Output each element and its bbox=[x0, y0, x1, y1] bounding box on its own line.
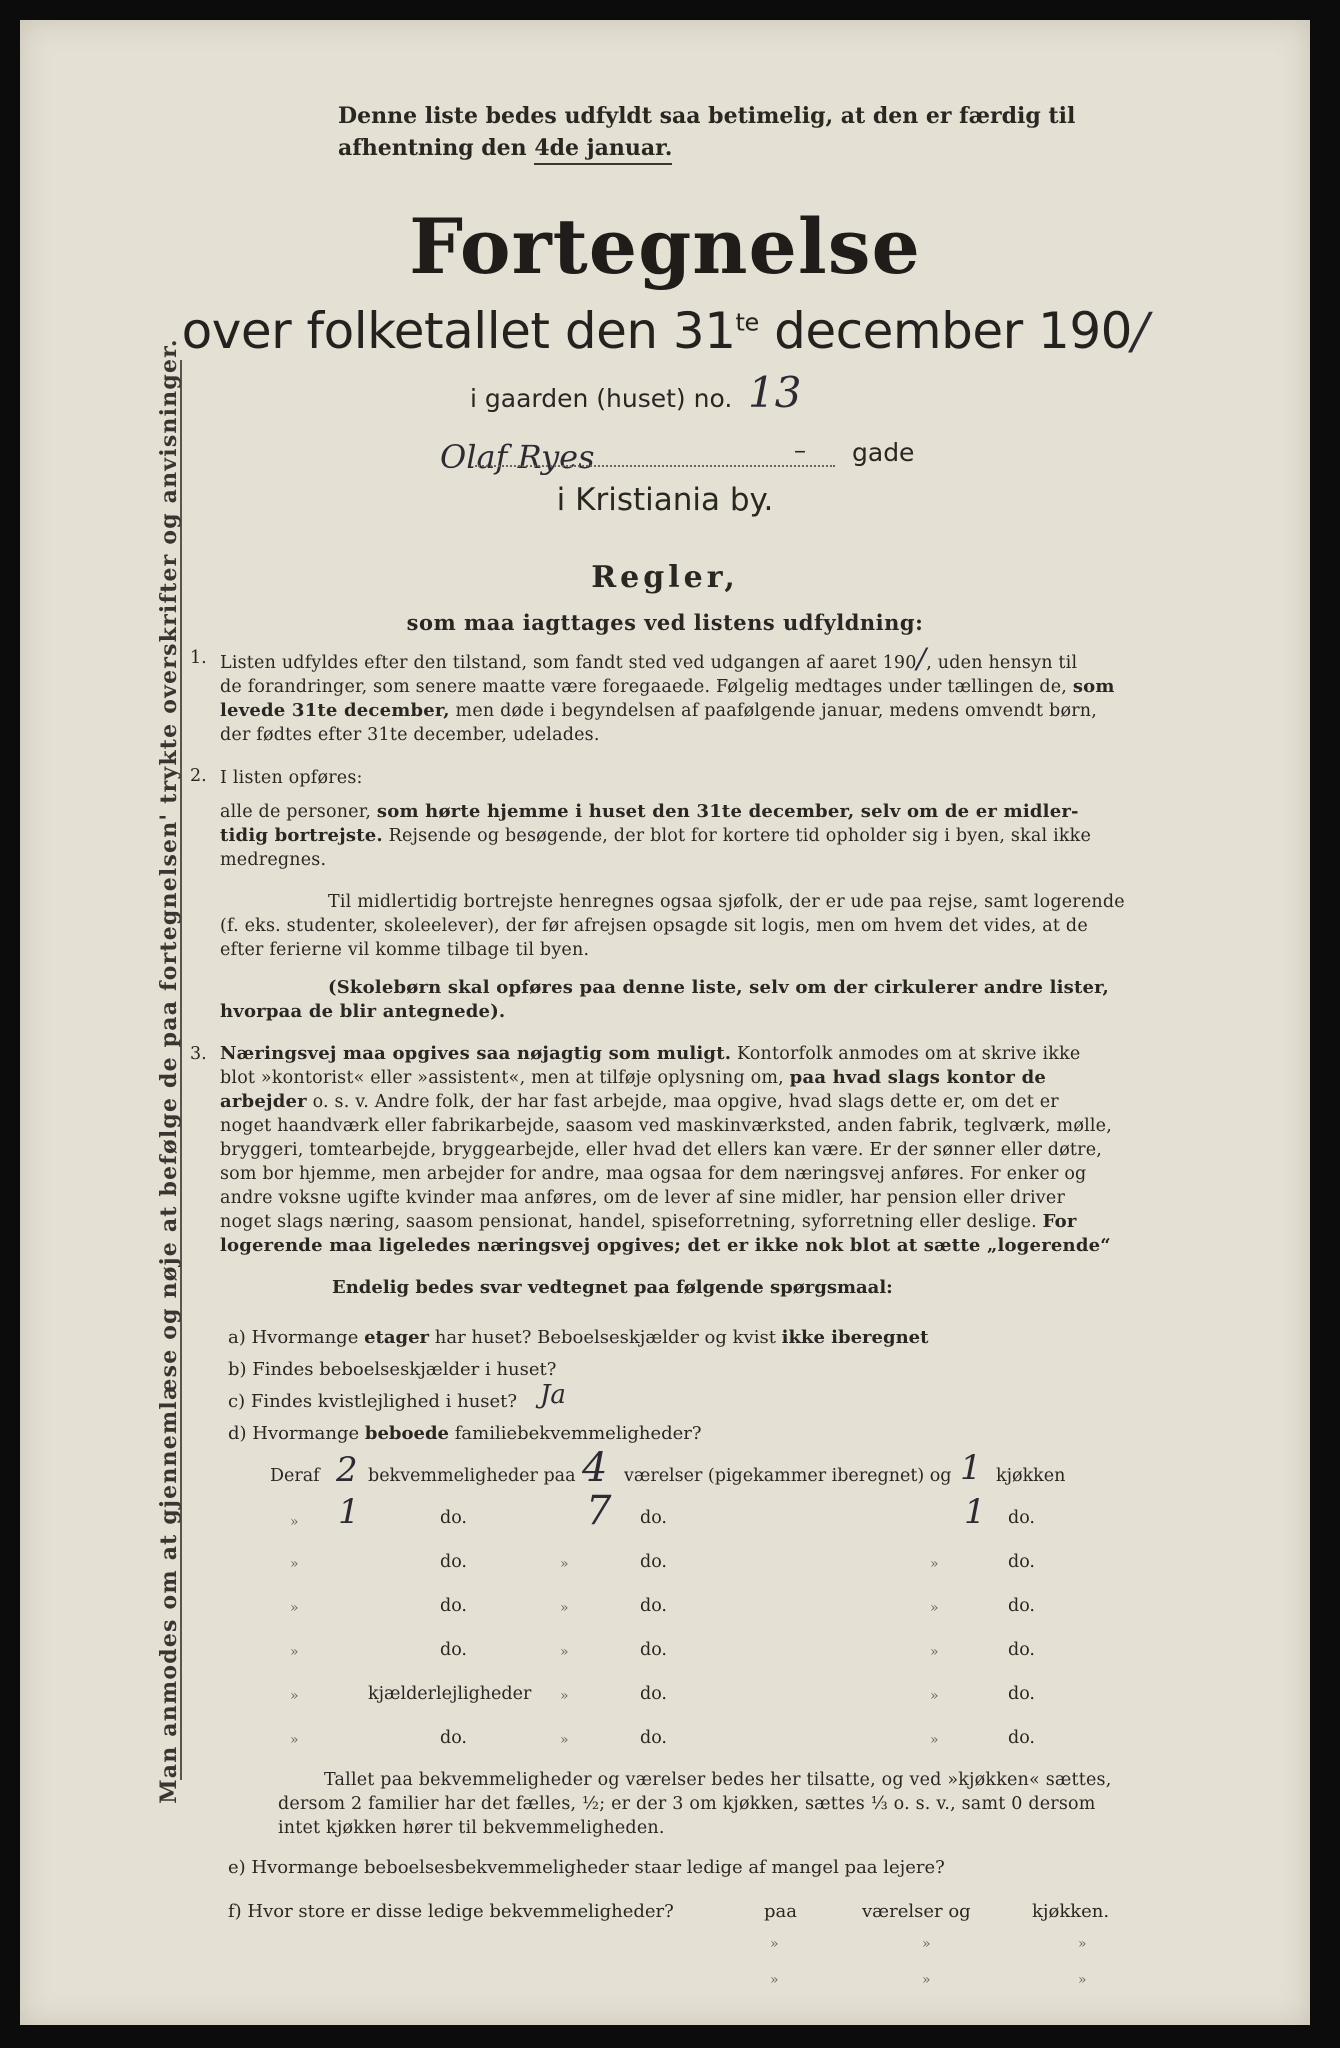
f-tick-5: » bbox=[922, 1972, 931, 1988]
rule2-p3-l2: hvorpaa de blir antegnede). bbox=[220, 1001, 506, 1022]
row2-kjok-value: 1 bbox=[964, 1492, 986, 1532]
row4-do-1: do. bbox=[440, 1596, 467, 1616]
question-e: e) Hvormange beboelsesbekvemmeligheder staar ledige af mangel paa lejere? bbox=[228, 1857, 945, 1878]
row2-bekv-value: 1 bbox=[338, 1492, 360, 1532]
row2-do-1: do. bbox=[440, 1508, 467, 1528]
rule2-p1-post: Rejsende og besøgende, der blot for kortere tid opholder sig i byen, skal ikke bbox=[388, 826, 1092, 846]
rule2-number: 2. bbox=[190, 766, 207, 786]
row4-do-2: do. bbox=[640, 1596, 667, 1616]
rule1-line3: men døde i begyndelsen af paafølgende januar, medens omvendt børn, bbox=[455, 701, 1097, 721]
notice-line1: Denne liste bedes udfyldt saa betimelig, at den er færdig til bbox=[338, 103, 1076, 129]
row6-do-2: do. bbox=[640, 1684, 667, 1704]
row1-vaer-value: 4 bbox=[582, 1445, 608, 1491]
rule1-text bbox=[220, 642, 1128, 747]
question-d bbox=[228, 1422, 702, 1446]
row3-tick: » bbox=[290, 1556, 299, 1572]
rules-title: Regler, bbox=[591, 560, 739, 595]
row6-do-3: do. bbox=[1008, 1684, 1035, 1704]
question-c-answer: Ja bbox=[540, 1380, 566, 1410]
note-l3: intet kjøkken hører til bekvemmeligheden. bbox=[278, 1818, 665, 1838]
f-tick-4: » bbox=[770, 1972, 779, 1988]
rule2-p3-l1: (Skolebørn skal opføres paa denne liste, selv om der cirkulerer andre lister, bbox=[328, 977, 1110, 998]
question-a-pre: a) Hvormange bbox=[228, 1327, 359, 1348]
question-a-mid: har huset? Beboelseskjælder og kvist bbox=[434, 1327, 776, 1348]
question-f-kjok: kjøkken. bbox=[1032, 1901, 1110, 1922]
table-vaer-label: værelser (pigekammer iberegnet) og bbox=[624, 1466, 952, 1486]
rule1-hand-digit: / bbox=[916, 642, 927, 675]
question-d-pre: d) Hvormange bbox=[228, 1423, 360, 1444]
question-f-vaer: værelser og bbox=[862, 1901, 971, 1922]
rule1-number: 1. bbox=[190, 648, 207, 668]
question-d-bold: beboede bbox=[364, 1423, 450, 1444]
rule2-p1-bold: som hørte hjemme i huset den 31te december, selv om de er midler- bbox=[376, 801, 1079, 822]
f-tick-1: » bbox=[770, 1936, 779, 1952]
street-name: Olaf Ryes bbox=[440, 438, 595, 476]
row3-tick-2: » bbox=[560, 1556, 569, 1572]
row6-tick: » bbox=[290, 1688, 299, 1704]
rule3-l4: noget haandværk eller fabrikarbejde, saasom ved maskinværksted, anden fabrik, teglværk, mølle, bbox=[220, 1116, 1112, 1136]
rule3-l3: o. s. v. Andre folk, der har fast arbejde, maa opgive, hvad slags dette er, om det er bbox=[312, 1092, 1059, 1112]
row7-do-3: do. bbox=[1008, 1728, 1035, 1748]
rule3-l1: Kontorfolk anmodes om at skrive ikke bbox=[736, 1044, 1081, 1064]
gaard-label: i gaarden (huset) no. bbox=[470, 384, 733, 413]
subtitle-sup: te bbox=[735, 308, 759, 337]
rule1-line1: Listen udfyldes efter den tilstand, som fandt sted ved udgangen af aaret 190 bbox=[220, 653, 917, 673]
row2-vaer-value: 7 bbox=[586, 1488, 612, 1534]
rule3-number: 3. bbox=[190, 1044, 207, 1064]
row1-bekv-value: 2 bbox=[336, 1450, 358, 1490]
gaard-number: 13 bbox=[748, 368, 802, 417]
note-l1: Tallet paa bekvemmeligheder og værelser bedes her tilsatte, og ved »kjøkken« sættes, bbox=[324, 1770, 1112, 1790]
table-kjok-label: kjøkken bbox=[996, 1466, 1066, 1486]
table-deraf: Deraf bbox=[270, 1466, 320, 1486]
rule2-p1-pre: alle de personer, bbox=[220, 802, 372, 822]
row5-do-1: do. bbox=[440, 1640, 467, 1660]
notice-date: 4de januar. bbox=[534, 135, 672, 165]
rules-subtitle: som maa iagttages ved listens udfyldning: bbox=[406, 610, 924, 635]
row7-tick: » bbox=[290, 1732, 299, 1748]
rule1-line2: de forandringer, som senere maatte være foregaaede. Følgelig medtages under tællingen de, bbox=[220, 677, 1068, 697]
row5-tick-3: » bbox=[930, 1644, 939, 1660]
subtitle-post: december 190 bbox=[758, 302, 1132, 360]
row7-tick-3: » bbox=[930, 1732, 939, 1748]
rule3-l8: noget slags næring, saasom pensionat, handel, spiseforretning, syforretning eller deslige. bbox=[220, 1212, 1037, 1232]
page-title: Fortegnelse bbox=[409, 202, 921, 291]
question-a-bold2: ikke iberegnet bbox=[781, 1327, 929, 1348]
row3-do-3: do. bbox=[1008, 1552, 1035, 1572]
page-subtitle bbox=[20, 302, 1310, 360]
question-f: f) Hvor store er disse ledige bekvemmeligheder? bbox=[228, 1901, 674, 1922]
rule2-p2-l2: (f. eks. studenter, skoleelever), der før afrejsen opsagde sit logis, men om hvem det vides, at de bbox=[220, 916, 1088, 936]
question-b: b) Findes beboelseskjælder i huset? bbox=[228, 1359, 557, 1380]
rule2-head: I listen opføres: bbox=[220, 768, 363, 788]
rule3-l6: som bor hjemme, men arbejder for andre, maa ogsaa for dem næringsvej anføres. For enker og bbox=[220, 1164, 1087, 1184]
census-form-sheet bbox=[20, 20, 1310, 2025]
f-tick-6: » bbox=[1078, 1972, 1087, 1988]
table-note bbox=[278, 1768, 1128, 1840]
f-tick-2: » bbox=[922, 1936, 931, 1952]
rule2-para3 bbox=[220, 976, 1128, 1024]
row7-tick-2: » bbox=[560, 1732, 569, 1748]
row1-kjok-value: 1 bbox=[960, 1448, 982, 1488]
sidebar-instruction: Man anmodes om at gjennemlæse og nøje at befølge de paa fortegnelsen' trykte overskrifter og anvisninger. bbox=[156, 338, 182, 1804]
rule3-l9-bold: logerende maa ligeledes næringsvej opgives; det er ikke nok blot at sætte „logerende“ bbox=[220, 1235, 1111, 1256]
row2-do-3: do. bbox=[1008, 1508, 1035, 1528]
rule3-l3-bold: arbejder bbox=[220, 1091, 307, 1112]
rule1-line3-bold: levede 31te december, bbox=[220, 700, 450, 721]
row2-do-2: do. bbox=[640, 1508, 667, 1528]
row3-do-2: do. bbox=[640, 1552, 667, 1572]
question-a-bold1: etager bbox=[364, 1327, 430, 1348]
subtitle-pre: over folketallet den 31 bbox=[181, 302, 736, 360]
questions-head: Endelig bedes svar vedtegnet paa følgende spørgsmaal: bbox=[332, 1277, 893, 1298]
question-a bbox=[228, 1326, 928, 1350]
row5-do-2: do. bbox=[640, 1640, 667, 1660]
row5-tick-2: » bbox=[560, 1644, 569, 1660]
notice-line2: afhentning den bbox=[338, 135, 527, 161]
row4-tick-3: » bbox=[930, 1600, 939, 1616]
row5-do-3: do. bbox=[1008, 1640, 1035, 1660]
f-tick-3: » bbox=[1078, 1936, 1087, 1952]
subtitle-year-digit: / bbox=[1131, 302, 1149, 360]
row6-kjaelder: kjælderlejligheder bbox=[368, 1684, 532, 1704]
rule2-p1-bold2: tidig bortrejste. bbox=[220, 825, 383, 846]
row4-tick-2: » bbox=[560, 1600, 569, 1616]
row5-tick: » bbox=[290, 1644, 299, 1660]
rule3-l2: blot »kontorist« eller »assistent«, men at tilføje oplysning om, bbox=[220, 1068, 784, 1088]
row6-tick-3: » bbox=[930, 1688, 939, 1704]
row3-tick-3: » bbox=[930, 1556, 939, 1572]
rule2-p1-end: medregnes. bbox=[220, 850, 327, 870]
row4-tick: » bbox=[290, 1600, 299, 1616]
rule1-line1-post: , uden hensyn til bbox=[926, 653, 1078, 673]
gade-label: gade bbox=[852, 438, 915, 467]
pickup-notice bbox=[338, 100, 1168, 164]
note-l2: dersom 2 familier har det fælles, ½; er der 3 om kjøkken, sættes ⅓ o. s. v., samt 0 dersom bbox=[278, 1794, 1096, 1814]
table-bekv-label: bekvemmeligheder paa bbox=[368, 1466, 576, 1486]
rule3-l7: andre voksne ugifte kvinder maa anføres, om de lever af sine midler, har pension eller driver bbox=[220, 1188, 1066, 1208]
row7-do-1: do. bbox=[440, 1728, 467, 1748]
street-dotted-line bbox=[475, 465, 835, 467]
rule2-p2-l1: Til midlertidig bortrejste henregnes ogsaa sjøfolk, der er ude paa rejse, samt logerende bbox=[328, 892, 1125, 912]
rule3-l2-bold: paa hvad slags kontor de bbox=[789, 1067, 1047, 1088]
rule3-text bbox=[220, 1042, 1128, 1258]
rule3-l8-bold: For bbox=[1042, 1211, 1077, 1232]
question-f-paa: paa bbox=[764, 1901, 797, 1922]
rule2-p2-l3: efter ferierne vil komme tilbage til byen. bbox=[220, 940, 590, 960]
rule1-line2-bold: som bbox=[1072, 676, 1115, 697]
row7-do-2: do. bbox=[640, 1728, 667, 1748]
city-line: i Kristiania by. bbox=[556, 482, 774, 518]
question-d-post: familiebekvemmeligheder? bbox=[454, 1423, 702, 1444]
rule2-para1 bbox=[220, 800, 1128, 872]
rule1-line4: der fødtes efter 31te december, udelades. bbox=[220, 725, 600, 745]
question-c: c) Findes kvistlejlighed i huset? bbox=[228, 1391, 518, 1412]
row6-tick-2: » bbox=[560, 1688, 569, 1704]
row3-do-1: do. bbox=[440, 1552, 467, 1572]
rule3-l5: bryggeri, tomtearbejde, bryggearbejde, eller hvad det ellers kan være. Er der sønner eller døtre, bbox=[220, 1140, 1103, 1160]
row2-tick: » bbox=[290, 1514, 299, 1530]
row4-do-3: do. bbox=[1008, 1596, 1035, 1616]
street-dash: – bbox=[794, 436, 806, 464]
rule2-para2 bbox=[220, 890, 1128, 962]
rule3-l1-bold: Næringsvej maa opgives saa nøjagtig som muligt. bbox=[220, 1043, 732, 1064]
